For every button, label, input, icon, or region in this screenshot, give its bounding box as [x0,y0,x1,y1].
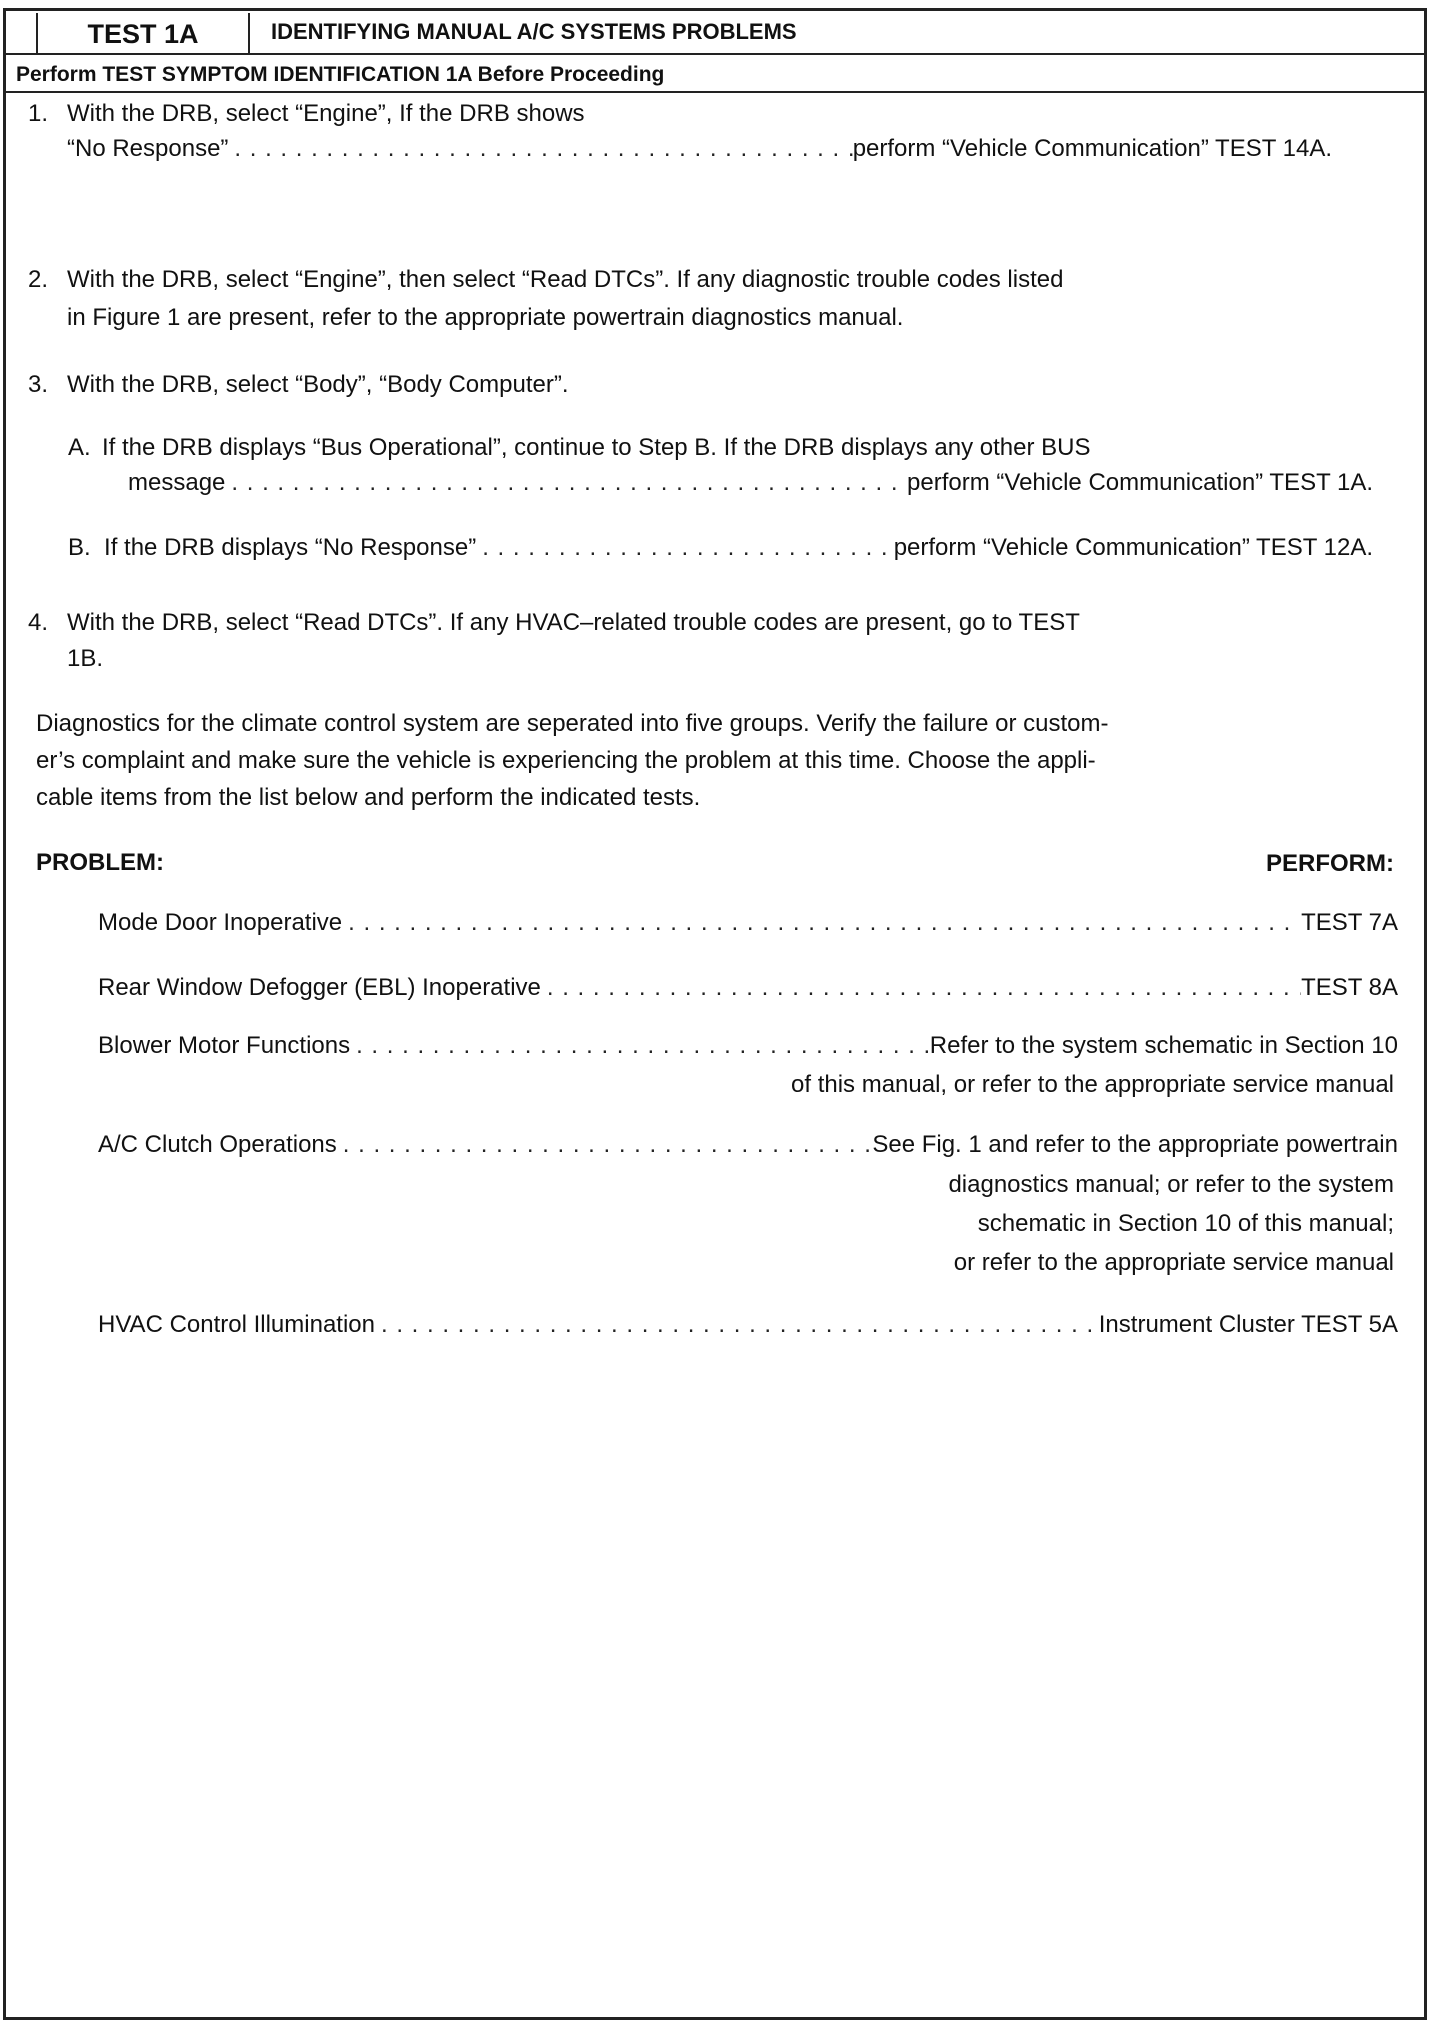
substep-result-row [68,531,1373,565]
table-row [98,1029,1398,1063]
header-divider [6,53,1424,55]
substep-text: If the DRB displays “Bus Operational”, continue to Step B. If the DRB displays any other BUS [102,434,1091,461]
problem-cell: Mode Door Inoperative [98,909,343,936]
dot-leader [476,531,894,565]
perform-cell-continued: or refer to the appropriate service manual [953,1249,1394,1276]
step-number: 2. [28,266,49,293]
substep-letter: A. [68,434,91,461]
step-number: 4. [28,609,49,636]
substep-result: perform “Vehicle Communication” TEST 12A. [893,534,1373,561]
table-row [98,971,1398,1005]
intro-text: er’s complaint and make sure the vehicle is experiencing the problem at this time. Choose the appli- [36,747,1096,774]
perform-cell-continued: of this manual, or refer to the appropriate service manual [791,1071,1394,1098]
prerequisite-note: Perform TEST SYMPTOM IDENTIFICATION 1A Before Proceeding [16,63,665,86]
substep-condition: If the DRB displays “No Response” [104,534,477,561]
step-number: 3. [28,371,49,398]
problem-cell: HVAC Control Illumination [98,1311,375,1338]
step-result-row [67,132,1332,166]
perform-cell: See Fig. 1 and refer to the appropriate powertrain [872,1131,1398,1158]
problem-cell: A/C Clutch Operations [98,1131,337,1158]
table-row [98,1128,1398,1162]
perform-cell: Refer to the system schematic in Section 10 [929,1032,1398,1059]
substep-result: perform “Vehicle Communication” TEST 1A. [907,469,1373,496]
prerequisite-divider [6,91,1424,93]
step-text: With the DRB, select “Read DTCs”. If any HVAC–related trouble codes are present, go to TEST [67,609,1080,636]
step-text: With the DRB, select “Engine”, then select “Read DTCs”. If any diagnostic trouble codes listed [67,266,1064,293]
step-text: in Figure 1 are present, refer to the appropriate powertrain diagnostics manual. [67,304,904,331]
dot-leader [350,1029,930,1063]
dot-leader [541,971,1301,1005]
step-condition: “No Response” [67,135,229,162]
table-row [98,906,1398,940]
perform-cell-continued: schematic in Section 10 of this manual; [977,1210,1394,1237]
problem-header: PROBLEM: [36,849,164,876]
step-text: With the DRB, select “Body”, “Body Computer”. [67,371,569,398]
perform-cell: TEST 8A [1301,974,1398,1001]
intro-text: Diagnostics for the climate control system are seperated into five groups. Verify the failure or custom- [36,710,1109,737]
step-result: perform “Vehicle Communication” TEST 14A. [852,135,1332,162]
step-number: 1. [28,100,49,127]
dot-leader [375,1308,1099,1342]
perform-cell: TEST 7A [1301,909,1398,936]
dot-leader [342,906,1301,940]
substep-condition: message [128,469,226,496]
substep-letter: B. [68,534,91,561]
dot-leader [337,1128,873,1162]
table-row [98,1308,1398,1342]
test-header [6,11,1424,57]
problem-cell: Blower Motor Functions [98,1032,351,1059]
dot-leader [228,132,852,166]
document-page [3,8,1427,2020]
perform-cell-continued: diagnostics manual; or refer to the system [948,1171,1394,1198]
substep-result-row [128,466,1373,500]
problem-cell: Rear Window Defogger (EBL) Inoperative [98,974,541,1001]
step-text: 1B. [67,645,104,672]
perform-cell: Instrument Cluster TEST 5A [1098,1311,1398,1338]
step-text: With the DRB, select “Engine”, If the DRB shows [67,100,585,127]
test-title: IDENTIFYING MANUAL A/C SYSTEMS PROBLEMS [271,19,797,44]
intro-text: cable items from the list below and perform the indicated tests. [36,784,701,811]
test-id: TEST 1A [36,13,250,53]
perform-header: PERFORM: [1266,850,1394,877]
dot-leader [225,466,907,500]
